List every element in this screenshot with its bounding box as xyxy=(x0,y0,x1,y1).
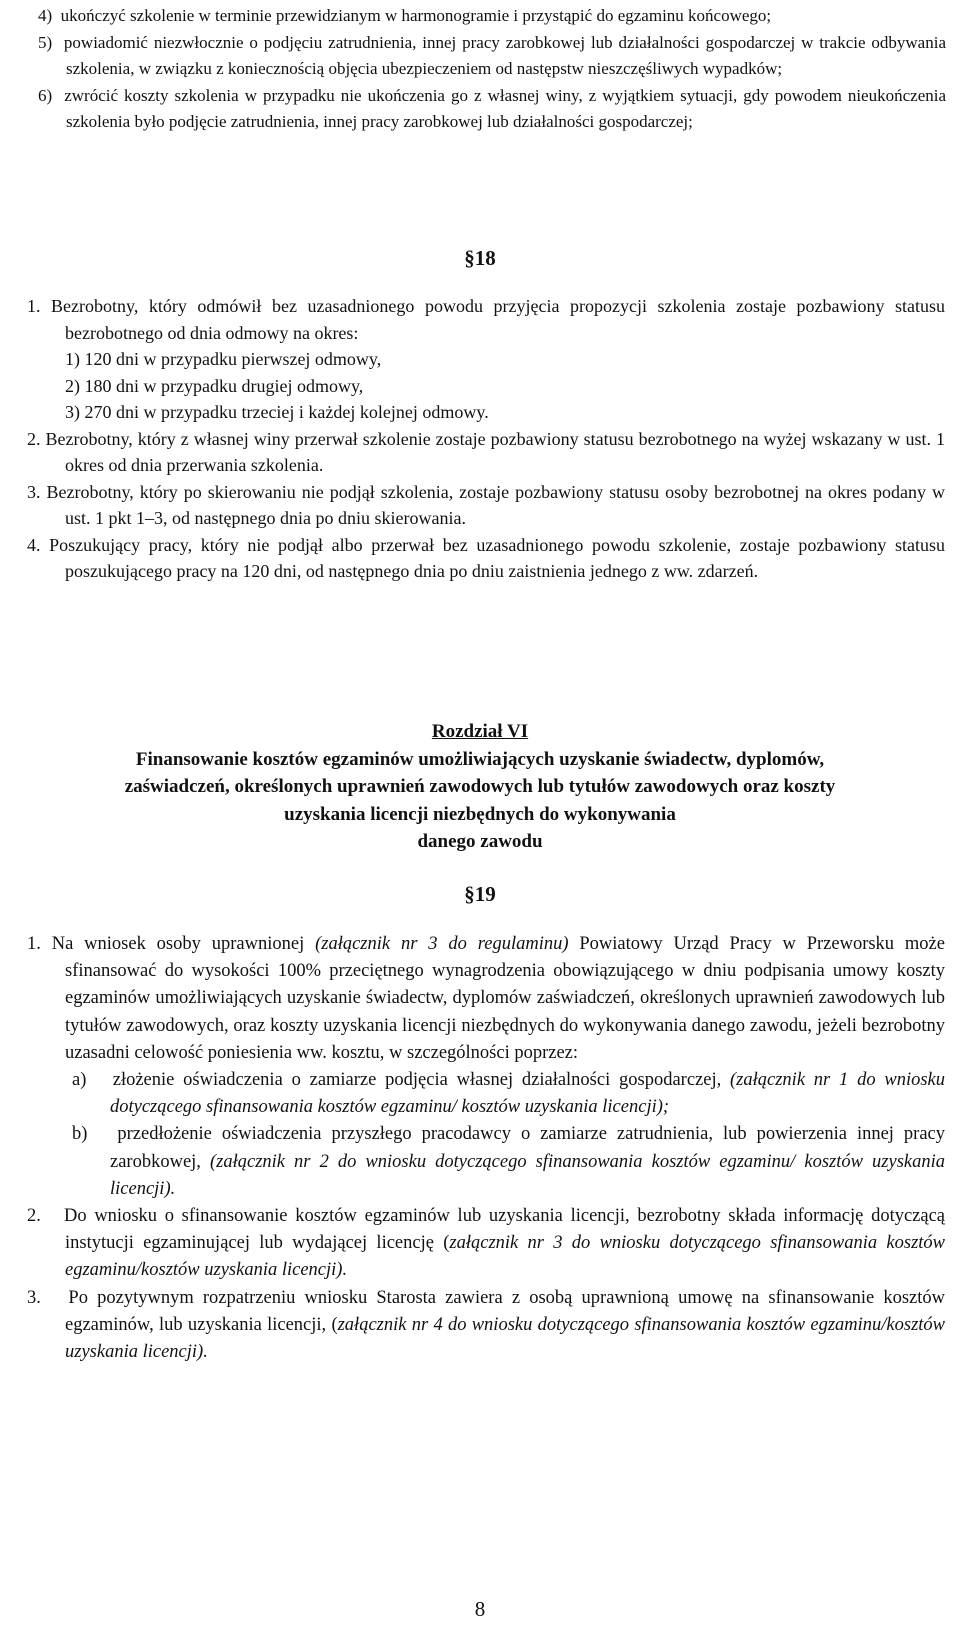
obligations-list xyxy=(38,3,946,136)
section-18-body xyxy=(27,293,945,585)
page-number: 8 xyxy=(474,1597,486,1621)
paragraph: 1. Na wniosek osoby uprawnionej (załącznik nr 3 do regulaminu) Powiatowy Urząd Pracy w Przeworsku może sfinansować do wysokości 100% przeciętnego wynagrodzenia obowiązującego w dniu podpisania umowy koszty egzaminów umożliwiających uzyskanie świadectw, dyplomów zaświadczeń, określonych uprawnień zawodowych lub tytułów zawodowych, oraz koszty uzyskania licencji niezbędnych do wykonywania danego zawodu, jeżeli bezrobotny uzasadni celowość poniesienia ww. kosztu, w szczególności poprzez: xyxy=(27,934,945,1063)
section-18-heading: §18 xyxy=(464,246,496,270)
sub-item: 2) 180 dni w przypadku drugiej odmowy, xyxy=(65,375,364,396)
paragraph: 4. Poszukujący pracy, który nie podjął albo przerwał bez uzasadnionego powodu szkolenie, zostaje pozbawiony statusu poszukującego pracy na 120 dni, od następnego dnia po dniu zaistnienia jednego z ww. zdarzeń. xyxy=(27,534,945,581)
sub-item: b) przedłożenie oświadczenia przyszłego pracodawcy o zamiarze zatrudnienia, lub powierzenia innej pracy zarobkowej, (załącznik nr 2 do wniosku dotyczącego sfinansowania kosztów egzaminu/ kosztów uzyskania licencji). xyxy=(72,1124,946,1199)
chapter-number: Rozdział VI xyxy=(431,721,529,742)
chapter-heading xyxy=(0,718,960,856)
chapter-title-line: danego zawodu xyxy=(417,831,543,852)
list-item: 5) powiadomić niezwłocznie o podjęciu zatrudnienia, innej pracy zarobkowej lub działalności gospodarczej w trakcie odbywania szkolenia, w związku z koniecznością objęcia ubezpieczeniem od następstw nieszczęśliwych wypadków; xyxy=(38,32,946,78)
section-19-heading: §19 xyxy=(464,882,496,906)
section-19-body xyxy=(27,931,945,1366)
paragraph: 3. Bezrobotny, który po skierowaniu nie podjął szkolenia, zostaje pozbawiony statusu osoby bezrobotnej na okres podany w ust. 1 pkt 1–3, od następnego dnia po dniu skierowania. xyxy=(27,481,945,528)
paragraph: 2. Bezrobotny, który z własnej winy przerwał szkolenie zostaje pozbawiony statusu bezrobotnego na wyżej wskazany w ust. 1 okres od dnia przerwania szkolenia. xyxy=(27,428,945,475)
sub-item: 3) 270 dni w przypadku trzeciej i każdej kolejnej odmowy. xyxy=(65,402,489,422)
list-item: 4) ukończyć szkolenie w terminie przewidzianym w harmonogramie i przystąpić do egzaminu końcowego; xyxy=(38,6,772,25)
list-item: 6) zwrócić koszty szkolenia w przypadku nie ukończenia go z własnej winy, z wyjątkiem sytuacji, gdy powodem nieukończenia szkolenia było podjęcie zatrudnienia, innej pracy zarobkowej lub działalności gospodarczej; xyxy=(38,85,947,131)
paragraph: 3. Po pozytywnym rozpatrzeniu wniosku Starosta zawiera z osobą uprawnioną umowę na sfinansowanie kosztów egzaminów, lub uzyskania licencji, (załącznik nr 4 do wniosku dotyczącego sfinansowania kosztów egzaminu/kosztów uzyskania licencji). xyxy=(27,1287,946,1363)
chapter-title-line: zaświadczeń, określonych uprawnień zawodowych lub tytułów zawodowych oraz koszty xyxy=(124,776,836,797)
sub-item: a) złożenie oświadczenia o zamiarze podjęcia własnej działalności gospodarczej, (załącznik nr 1 do wniosku dotyczącego sfinansowania kosztów egzaminu/ kosztów uzyskania licencji); xyxy=(72,1070,946,1118)
paragraph: 1. Bezrobotny, który odmówił bez uzasadnionego powodu przyjęcia propozycji szkolenia zostaje pozbawiony statusu bezrobotnego od dnia odmowy na okres: xyxy=(27,296,946,343)
paragraph: 2. Do wniosku o sfinansowanie kosztów egzaminów lub uzyskania licencji, bezrobotny składa informację dotyczącą instytucji egzaminującej lub wydającej licencję (załącznik nr 3 do wniosku dotyczącego sfinansowania kosztów egzaminu/kosztów uzyskania licencji). xyxy=(27,1206,946,1281)
chapter-title-line: Finansowanie kosztów egzaminów umożliwiających uzyskanie świadectw, dyplomów, xyxy=(135,748,825,770)
sub-item: 1) 120 dni w przypadku pierwszej odmowy, xyxy=(65,349,382,369)
chapter-title-line: uzyskania licencji niezbędnych do wykonywania xyxy=(284,803,676,825)
